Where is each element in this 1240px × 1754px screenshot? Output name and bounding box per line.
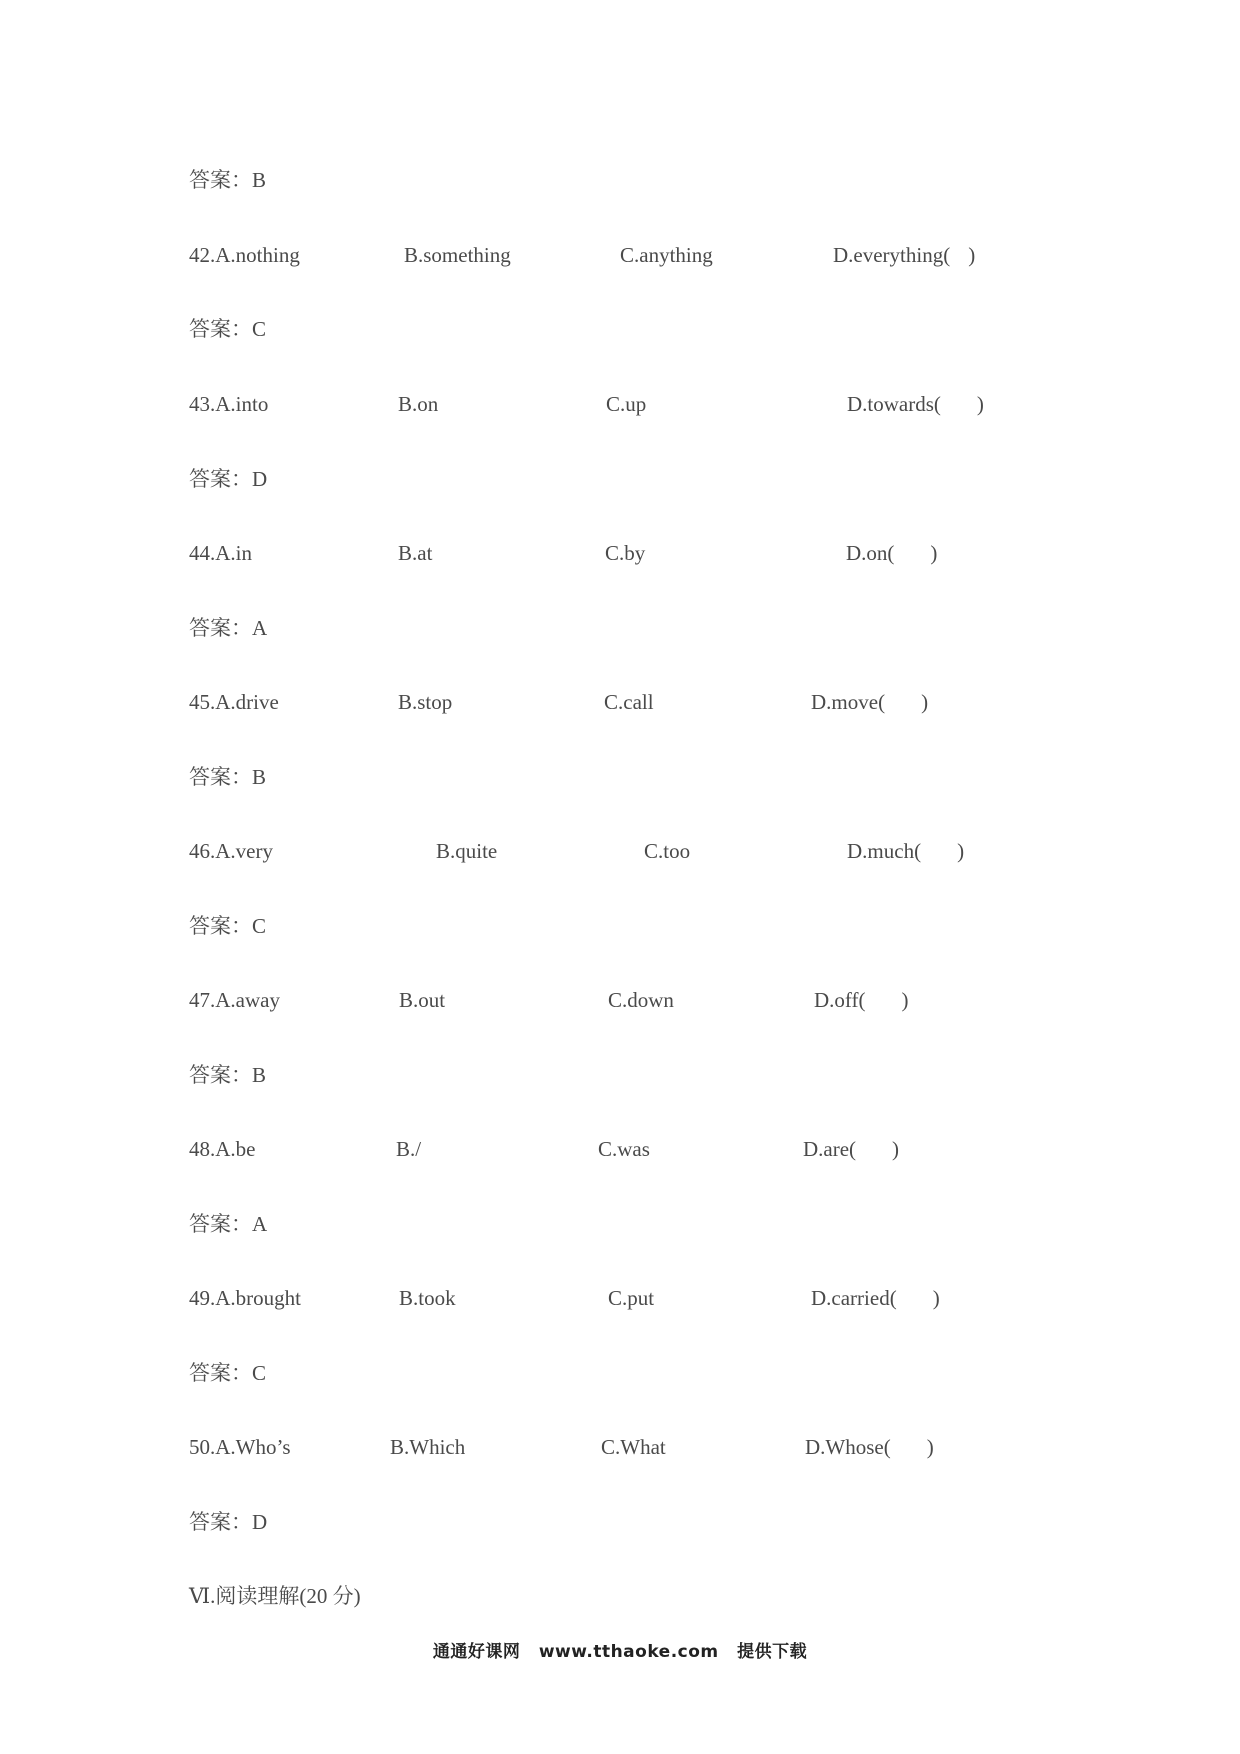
q44-option-c: C.by bbox=[605, 541, 646, 565]
q42-option-b: B.something bbox=[404, 243, 511, 267]
q43-option-c: C.up bbox=[606, 392, 647, 416]
answer-50: 答案：D bbox=[189, 1510, 268, 1534]
q49-option-d bbox=[811, 1285, 940, 1311]
q43-option-b: B.on bbox=[398, 392, 439, 416]
q42-option-c: C.anything bbox=[620, 243, 713, 267]
q44-option-a: 44.A.in bbox=[189, 541, 252, 565]
q46-option-d-text: D.much( bbox=[847, 839, 922, 863]
q50-option-d bbox=[805, 1434, 934, 1460]
q50-option-d-text: D.Whose( bbox=[805, 1435, 891, 1459]
q50-option-a: 50.A.Who’s bbox=[189, 1435, 291, 1459]
q48-close-paren: ) bbox=[892, 1137, 900, 1161]
footer-url[interactable]: www.tthaoke.com bbox=[538, 1642, 719, 1662]
page-footer bbox=[0, 1637, 1240, 1662]
q47-option-a: 47.A.away bbox=[189, 988, 280, 1012]
q50-option-c: C.What bbox=[601, 1435, 666, 1459]
q47-option-d-text: D.off( bbox=[814, 988, 866, 1012]
q48-option-c: C.was bbox=[598, 1137, 650, 1161]
q48-option-a: 48.A.be bbox=[189, 1137, 256, 1161]
q42-option-d-text: D.everything( bbox=[833, 243, 951, 267]
q49-option-c: C.put bbox=[608, 1286, 655, 1310]
section-title: Ⅵ.阅读理解(20 分) bbox=[189, 1584, 361, 1608]
answer-41: 答案：B bbox=[189, 168, 267, 192]
q48-option-d-text: D.are( bbox=[803, 1137, 857, 1161]
q48-option-d bbox=[803, 1136, 899, 1162]
q42-close-paren: ) bbox=[968, 243, 976, 267]
q44-option-d-text: D.on( bbox=[846, 541, 895, 565]
q46-option-b: B.quite bbox=[436, 839, 498, 863]
q49-option-b: B.took bbox=[399, 1286, 456, 1310]
q47-option-b: B.out bbox=[399, 988, 446, 1012]
footer-site-name: 通通好课网 bbox=[432, 1642, 521, 1662]
answer-46: 答案：C bbox=[189, 914, 267, 938]
q46-close-paren: ) bbox=[957, 839, 965, 863]
q45-option-b: B.stop bbox=[398, 690, 453, 714]
q45-option-d-text: D.move( bbox=[811, 690, 886, 714]
answer-48: 答案：A bbox=[189, 1212, 268, 1236]
q47-close-paren: ) bbox=[901, 988, 909, 1012]
q44-option-d bbox=[846, 540, 937, 566]
q46-option-c: C.too bbox=[644, 839, 691, 863]
q43-option-d-text: D.towards( bbox=[847, 392, 941, 416]
q49-option-a: 49.A.brought bbox=[189, 1286, 301, 1310]
q49-close-paren: ) bbox=[932, 1286, 940, 1310]
answer-47: 答案：B bbox=[189, 1063, 267, 1087]
q45-close-paren: ) bbox=[921, 690, 929, 714]
q42-option-d bbox=[833, 242, 975, 268]
q46-option-a: 46.A.very bbox=[189, 839, 273, 863]
q47-option-d bbox=[814, 987, 909, 1013]
q45-option-d bbox=[811, 689, 928, 715]
answer-42: 答案：C bbox=[189, 317, 267, 341]
q48-option-b: B./ bbox=[396, 1137, 422, 1161]
q42-option-a: 42.A.nothing bbox=[189, 243, 300, 267]
footer-tagline: 提供下载 bbox=[737, 1642, 808, 1662]
answer-45: 答案：B bbox=[189, 765, 267, 789]
q43-option-a: 43.A.into bbox=[189, 392, 269, 416]
answer-44: 答案：A bbox=[189, 616, 268, 640]
q47-option-c: C.down bbox=[608, 988, 674, 1012]
q46-option-d bbox=[847, 838, 964, 864]
answer-49: 答案：C bbox=[189, 1361, 267, 1385]
answer-43: 答案：D bbox=[189, 467, 268, 491]
q50-close-paren: ) bbox=[926, 1435, 934, 1459]
q44-option-b: B.at bbox=[398, 541, 433, 565]
q45-option-a: 45.A.drive bbox=[189, 690, 279, 714]
q45-option-c: C.call bbox=[604, 690, 654, 714]
q49-option-d-text: D.carried( bbox=[811, 1286, 897, 1310]
q44-close-paren: ) bbox=[930, 541, 938, 565]
q43-close-paren: ) bbox=[976, 392, 984, 416]
q50-option-b: B.Which bbox=[390, 1435, 466, 1459]
q43-option-d bbox=[847, 391, 984, 417]
